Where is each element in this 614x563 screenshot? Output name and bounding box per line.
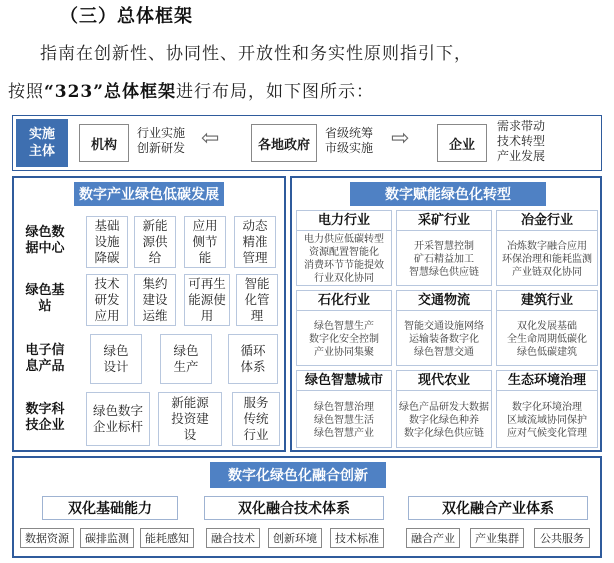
arrow-left-icon: ⇦ [201, 126, 220, 151]
cell-green-benchmark: 绿色数字企业标杆 [86, 392, 150, 446]
tag-carbon-monitoring: 碳排监测 [80, 528, 134, 548]
cell-intensive-build: 集约建设运维 [134, 274, 176, 326]
institution-desc: 行业实施 创新研发 [137, 126, 186, 155]
row-label-green-datacenter: 绿色数据中心 [25, 225, 65, 256]
left-panel-title: 数字产业绿色低碳发展 [74, 182, 224, 206]
government-box: 各地政府 [251, 124, 317, 162]
right-panel [290, 176, 602, 452]
industry-power: 电力行业 电力供应低碳转型 资源配置智能化 消费环节节能提效 行业双化协同 [296, 210, 392, 286]
cell-serve-traditional: 服务传统行业 [232, 392, 280, 446]
row-label-electronic-products: 电子信息产品 [25, 343, 65, 374]
cell-infra-decarbon: 基础设施降碳 [86, 216, 128, 268]
industry-eco-environment: 生态环境治理 数字化环境治理 区域流域协同保护 应对气候变化管理 [496, 370, 598, 448]
group-industry-system: 双化融合产业体系 [408, 496, 588, 520]
section-heading: （三）总体框架 [60, 6, 193, 27]
industry-metallurgy: 冶金行业 冶炼数字融合应用 环保治理和能耗监测 产业链双化协同 [496, 210, 598, 286]
cell-green-design: 绿色设计 [90, 334, 142, 384]
intro-paragraph-line1: 指南在创新性、协同性、开放性和务实性原则指引下， [40, 44, 472, 64]
left-panel [12, 176, 286, 452]
tag-public-service: 公共服务 [534, 528, 590, 548]
actors-row [12, 115, 602, 171]
cell-new-energy-investment: 新能源投资建设 [158, 392, 222, 446]
industry-transport-logistics: 交通物流 智能交通设施网络 运输装备数字化 绿色智慧交通 [396, 290, 492, 366]
industry-smart-city: 绿色智慧城市 绿色智慧治理 绿色智慧生活 绿色智慧产业 [296, 370, 392, 448]
industry-petrochemical: 石化行业 绿色智慧生产 数字化安全控制 产业协同集聚 [296, 290, 392, 366]
intro-paragraph-line2 [8, 77, 374, 102]
cell-tech-rnd: 技术研发应用 [86, 274, 128, 326]
row-label-digital-tech-enterprise: 数字科技企业 [25, 402, 65, 433]
bottom-panel-title: 数字化绿色化融合创新 [210, 462, 386, 488]
cell-green-production: 绿色生产 [160, 334, 212, 384]
tag-tech-standards: 技术标准 [330, 528, 384, 548]
industry-mining: 采矿行业 开采智慧控制 矿石精益加工 智慧绿色供应链 [396, 210, 492, 286]
institution-box: 机构 [79, 124, 129, 162]
tag-industry-cluster: 产业集群 [470, 528, 524, 548]
tag-energy-sensing: 能耗感知 [140, 528, 194, 548]
row-label-green-basestation: 绿色基站 [25, 283, 65, 314]
industry-construction: 建筑行业 双化发展基础 全生命周期低碳化 绿色低碳建筑 [496, 290, 598, 366]
tag-fusion-industry: 融合产业 [406, 528, 460, 548]
cell-circular-system: 循环体系 [228, 334, 278, 384]
para-suffix: 进行布局，如下图所示： [176, 82, 375, 102]
bottom-panel [12, 456, 602, 558]
tag-data-resources: 数据资源 [20, 528, 74, 548]
group-tech-system: 双化融合技术体系 [204, 496, 384, 520]
cell-new-energy-supply: 新能源供给 [134, 216, 176, 268]
group-basic-capability: 双化基础能力 [42, 496, 178, 520]
framework-name: “323”总体框架 [44, 82, 177, 102]
cell-app-side-saving: 应用侧节能 [184, 216, 226, 268]
industry-modern-agriculture: 现代农业 绿色产品研发大数据 数字化绿色种养 数字化绿色供应链 [396, 370, 492, 448]
government-desc: 省级统筹 市级实施 [325, 126, 374, 155]
enterprise-box: 企业 [437, 124, 487, 162]
cell-dynamic-management: 动态精准管理 [234, 216, 276, 268]
arrow-right-icon: ⇨ [391, 126, 410, 151]
right-panel-title: 数字赋能绿色化转型 [350, 182, 546, 206]
para-prefix: 按照 [8, 82, 44, 102]
actors-label: 实施 主体 [16, 119, 68, 167]
cell-smart-management: 智能化管理 [236, 274, 278, 326]
tag-innovation-env: 创新环境 [268, 528, 322, 548]
cell-renewable-use: 可再生能源使用 [184, 274, 230, 326]
enterprise-desc: 需求带动 技术转型 产业发展 [497, 119, 546, 163]
tag-fusion-tech: 融合技术 [206, 528, 260, 548]
